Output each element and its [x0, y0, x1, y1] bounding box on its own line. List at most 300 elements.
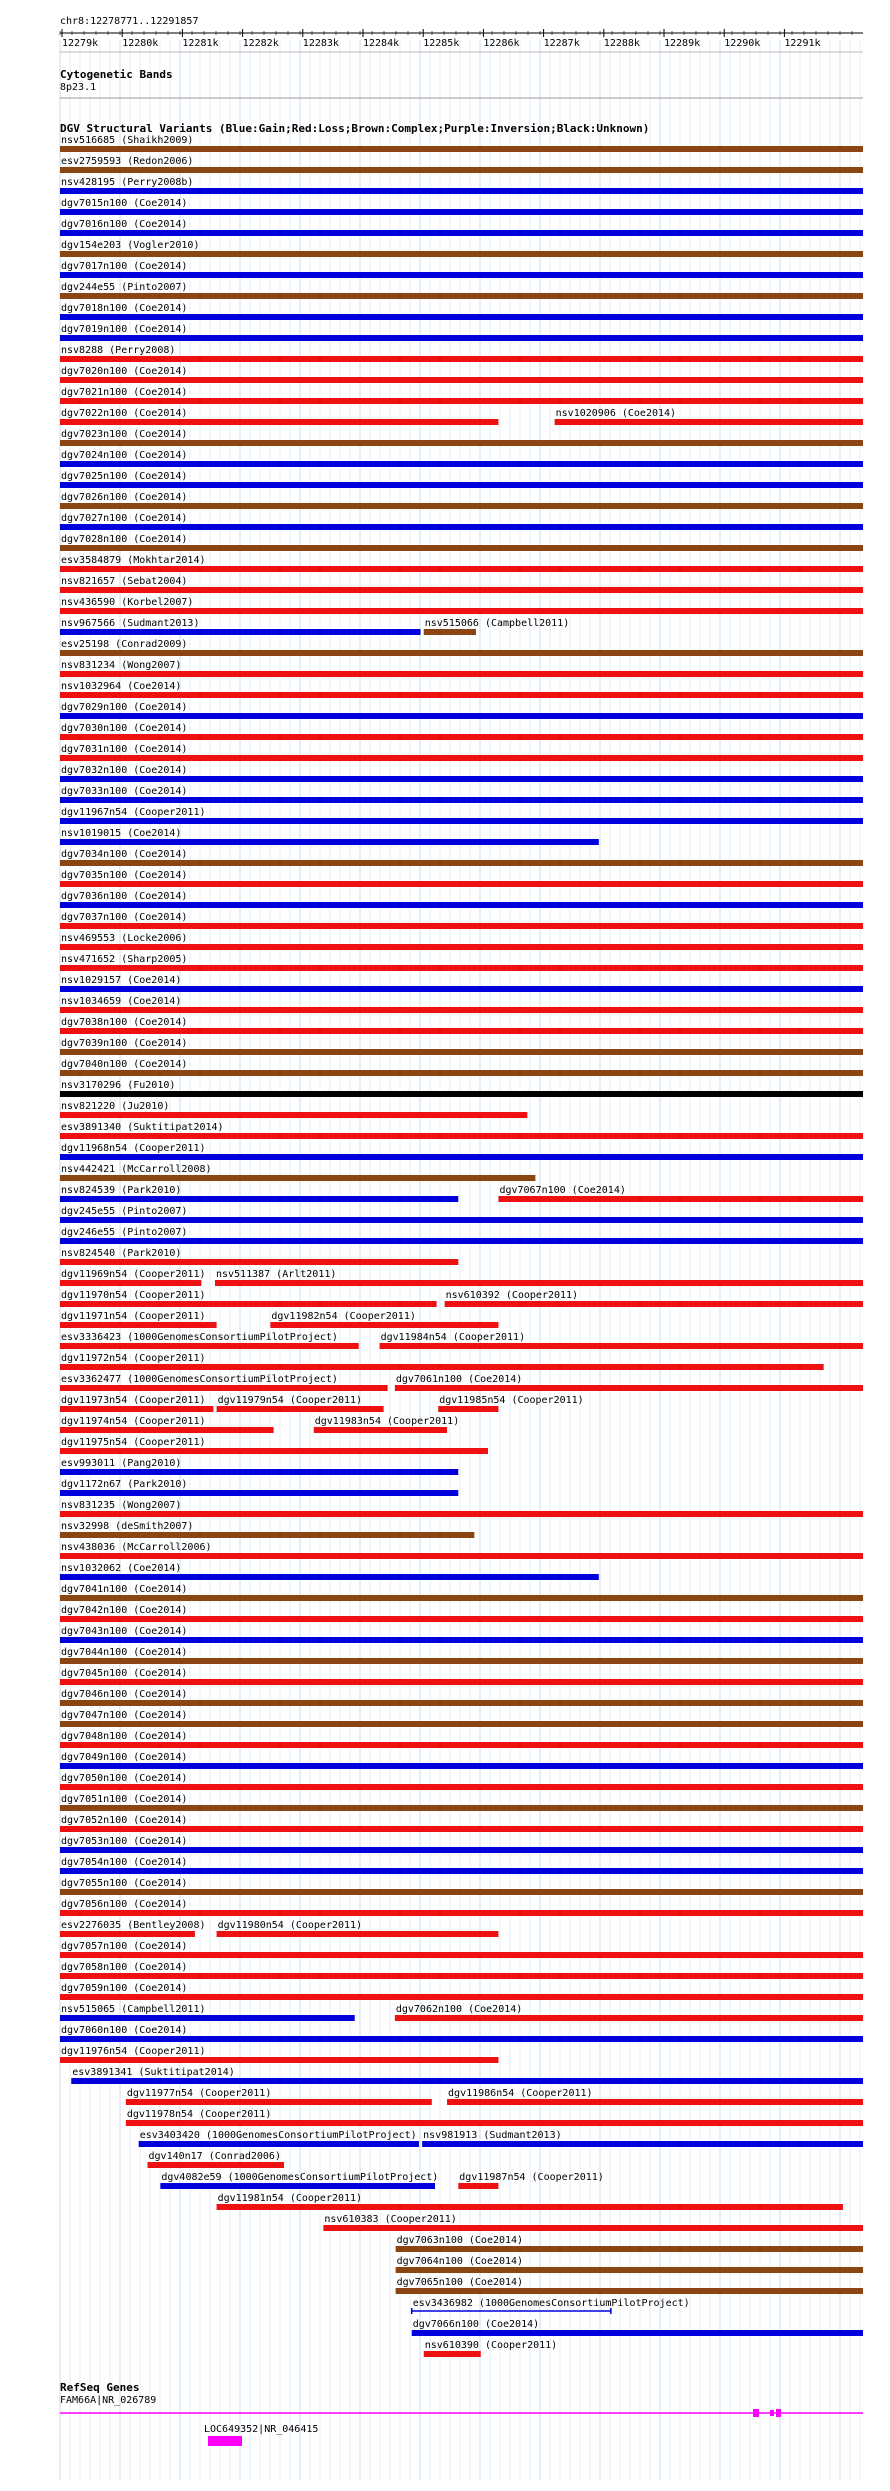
dgv-feature-bar[interactable] — [60, 797, 863, 803]
dgv-feature[interactable] — [60, 219, 863, 236]
dgv-feature-label: dgv7055n100 (Coe2014) — [61, 1878, 188, 1889]
dgv-feature[interactable] — [60, 1647, 863, 1664]
dgv-feature-bar[interactable] — [139, 2141, 419, 2147]
dgv-feature-bar[interactable] — [396, 2246, 863, 2252]
dgv-feature[interactable] — [60, 2046, 498, 2063]
dgv-feature[interactable] — [60, 1500, 863, 1517]
dgv-feature[interactable] — [60, 1857, 863, 1874]
dgv-feature-label: dgv7049n100 (Coe2014) — [61, 1752, 188, 1763]
dgv-feature[interactable] — [60, 1269, 206, 1286]
dgv-feature-bar[interactable] — [217, 2204, 843, 2210]
dgv-feature-bar[interactable] — [60, 440, 863, 446]
dgv-feature[interactable] — [412, 2319, 863, 2336]
dgv-feature-bar[interactable] — [60, 1133, 863, 1139]
dgv-feature[interactable] — [60, 954, 863, 971]
gene-exon[interactable] — [770, 2410, 774, 2416]
dgv-feature[interactable] — [396, 2256, 863, 2273]
dgv-feature[interactable] — [60, 198, 863, 215]
dgv-feature-label: dgv7046n100 (Coe2014) — [61, 1689, 188, 1700]
dgv-feature-label: dgv246e55 (Pinto2007) — [61, 1227, 188, 1238]
dgv-feature-bar[interactable] — [60, 230, 863, 236]
dgv-feature[interactable] — [60, 261, 863, 278]
dgv-feature-bar[interactable] — [555, 419, 863, 425]
dgv-feature[interactable] — [60, 1101, 527, 1118]
dgv-feature-bar[interactable] — [422, 2141, 863, 2147]
dgv-feature[interactable] — [314, 1416, 460, 1433]
dgv-feature[interactable] — [160, 2172, 438, 2189]
dgv-feature[interactable] — [139, 2130, 419, 2147]
dgv-feature-bar[interactable] — [498, 1196, 863, 1202]
dgv-feature-bar[interactable] — [60, 1448, 488, 1454]
dgv-feature[interactable] — [60, 1815, 863, 1832]
gene-loc649352[interactable] — [208, 2436, 242, 2446]
dgv-feature[interactable] — [60, 933, 863, 950]
dgv-feature-bar[interactable] — [71, 2078, 863, 2084]
dgv-feature-bar[interactable] — [60, 608, 863, 614]
dgv-feature-bar[interactable] — [60, 314, 863, 320]
dgv-feature[interactable] — [60, 1605, 863, 1622]
dgv-feature-bar[interactable] — [60, 188, 863, 194]
dgv-feature-bar[interactable] — [314, 1427, 447, 1433]
dgv-feature[interactable] — [60, 303, 863, 320]
dgv-feature[interactable] — [458, 2172, 603, 2189]
dgv-feature-bar[interactable] — [270, 1322, 498, 1328]
dgv-feature-bar[interactable] — [60, 1973, 863, 1979]
dgv-feature[interactable] — [323, 2214, 863, 2231]
dgv-feature[interactable] — [60, 1794, 863, 1811]
dgv-feature[interactable] — [60, 282, 863, 299]
dgv-feature[interactable] — [60, 681, 863, 698]
dgv-feature-label: dgv7053n100 (Coe2014) — [61, 1836, 188, 1847]
dgv-feature-label: dgv11976n54 (Cooper2011) — [61, 2046, 206, 2057]
dgv-feature-bar[interactable] — [60, 524, 863, 530]
dgv-feature-bar[interactable] — [60, 272, 863, 278]
dgv-feature-bar[interactable] — [126, 2120, 863, 2126]
dgv-feature-bar[interactable] — [60, 1910, 863, 1916]
dgv-feature-bar[interactable] — [60, 1889, 863, 1895]
dgv-feature-label: dgv154e203 (Vogler2010) — [61, 240, 200, 251]
dgv-feature[interactable] — [60, 1458, 458, 1475]
dgv-feature[interactable] — [60, 534, 863, 551]
ruler-tick-label: 12284k — [363, 38, 400, 49]
dgv-feature-bar[interactable] — [60, 335, 863, 341]
dgv-feature[interactable] — [60, 660, 863, 677]
dgv-feature[interactable] — [60, 807, 863, 824]
dgv-feature-bar[interactable] — [217, 1931, 499, 1937]
dgv-feature[interactable] — [60, 1353, 824, 1370]
dgv-feature[interactable] — [60, 1248, 458, 1265]
dgv-feature[interactable] — [60, 555, 863, 572]
dgv-feature-bar[interactable] — [60, 629, 421, 635]
dgv-feature-bar[interactable] — [438, 1406, 498, 1412]
dgv-feature-label: nsv610392 (Cooper2011) — [445, 1290, 579, 1301]
dgv-feature[interactable] — [60, 1983, 863, 2000]
dgv-feature-bar[interactable] — [60, 1700, 863, 1706]
dgv-feature[interactable] — [555, 408, 863, 425]
dgv-feature[interactable] — [60, 1332, 359, 1349]
dgv-feature-bar[interactable] — [60, 1322, 217, 1328]
dgv-feature[interactable] — [60, 1710, 863, 1727]
dgv-feature-label: dgv11981n54 (Cooper2011) — [217, 2193, 363, 2204]
dgv-feature[interactable] — [60, 240, 863, 257]
dgv-feature-label: dgv7023n100 (Coe2014) — [61, 429, 188, 440]
dgv-feature-bar[interactable] — [60, 1196, 458, 1202]
dgv-feature-label: dgv11982n54 (Cooper2011) — [271, 1311, 416, 1322]
dgv-feature[interactable] — [60, 513, 863, 530]
dgv-feature-bar[interactable] — [60, 482, 863, 488]
dgv-feature-bar[interactable] — [60, 1238, 863, 1244]
dgv-feature-bar[interactable] — [60, 1868, 863, 1874]
dgv-feature[interactable] — [60, 1143, 863, 1160]
dgv-feature[interactable] — [60, 366, 863, 383]
dgv-feature-bar[interactable] — [60, 167, 863, 173]
dgv-feature-bar[interactable] — [60, 1049, 863, 1055]
dgv-feature[interactable] — [60, 975, 863, 992]
dgv-feature[interactable] — [217, 1920, 499, 1937]
dgv-feature-bar[interactable] — [424, 629, 476, 635]
dgv-feature-label: dgv7037n100 (Coe2014) — [61, 912, 188, 923]
dgv-feature-bar[interactable] — [60, 1826, 863, 1832]
dgv-feature[interactable] — [60, 1584, 863, 1601]
dgv-feature[interactable] — [60, 1731, 863, 1748]
dgv-feature-label: nsv1034659 (Coe2014) — [61, 996, 182, 1007]
dgv-feature[interactable] — [60, 471, 863, 488]
dgv-feature-bar[interactable] — [60, 1259, 458, 1265]
dgv-feature-label: dgv7066n100 (Coe2014) — [412, 2319, 540, 2330]
dgv-feature[interactable] — [60, 1122, 863, 1139]
dgv-feature-label: esv3362477 (1000GenomesConsortiumPilotProject) — [61, 1374, 338, 1385]
dgv-feature-label: dgv11972n54 (Cooper2011) — [61, 1353, 206, 1364]
dgv-feature-bar[interactable] — [126, 2099, 432, 2105]
dgv-feature-label: dgv7033n100 (Coe2014) — [61, 786, 188, 797]
dgv-feature[interactable] — [126, 2109, 863, 2126]
dgv-feature-bar[interactable] — [60, 209, 863, 215]
dgv-feature-bar[interactable] — [60, 1994, 863, 2000]
dgv-feature[interactable] — [396, 2277, 863, 2294]
dgv-feature[interactable] — [60, 1038, 863, 1055]
dgv-feature-label: dgv7032n100 (Coe2014) — [61, 765, 188, 776]
dgv-feature[interactable] — [60, 1164, 535, 1181]
dgv-feature-bar[interactable] — [60, 1805, 863, 1811]
dgv-feature-bar[interactable] — [60, 1742, 863, 1748]
dgv-feature-bar[interactable] — [60, 1364, 824, 1370]
dgv-feature[interactable] — [60, 723, 863, 740]
dgv-feature-bar[interactable] — [60, 1595, 863, 1601]
ruler-tick-label: 12280k — [122, 38, 159, 49]
dgv-feature[interactable] — [498, 1185, 863, 1202]
dgv-feature-label: dgv7018n100 (Coe2014) — [61, 303, 188, 314]
dgv-feature[interactable] — [60, 1017, 863, 1034]
dgv-feature-bar[interactable] — [60, 734, 863, 740]
dgv-feature-bar[interactable] — [60, 755, 863, 761]
dgv-feature-bar[interactable] — [60, 545, 863, 551]
dgv-feature-bar[interactable] — [60, 965, 863, 971]
dgv-feature[interactable] — [60, 387, 863, 404]
dgv-feature[interactable] — [60, 702, 863, 719]
dgv-feature-bar[interactable] — [396, 2267, 863, 2273]
dgv-feature[interactable] — [60, 429, 863, 446]
dgv-feature[interactable] — [60, 1395, 213, 1412]
dgv-feature-bar[interactable] — [60, 944, 863, 950]
dgv-feature[interactable] — [60, 765, 863, 782]
region-label: chr8:12278771..12291857 — [60, 16, 199, 27]
dgv-feature-bar[interactable] — [396, 2288, 863, 2294]
dgv-feature-bar[interactable] — [60, 671, 863, 677]
dgv-feature-bar[interactable] — [160, 2183, 435, 2189]
dgv-feature-bar[interactable] — [60, 503, 863, 509]
dgv-feature[interactable] — [148, 2151, 285, 2168]
dgv-feature[interactable] — [60, 912, 863, 929]
dgv-feature[interactable] — [60, 639, 863, 656]
gene-label-fam66a[interactable]: FAM66A|NR_026789 — [60, 2395, 157, 2406]
dgv-feature[interactable] — [60, 1416, 274, 1433]
dgv-feature-bar[interactable] — [60, 818, 863, 824]
dgv-feature[interactable] — [60, 786, 863, 803]
ruler-tick-label: 12282k — [242, 38, 279, 49]
dgv-feature[interactable] — [60, 1878, 863, 1895]
dgv-feature-bar[interactable] — [60, 587, 863, 593]
dgv-feature[interactable] — [60, 2025, 863, 2042]
dgv-feature-label: nsv8288 (Perry2008) — [61, 345, 176, 356]
dgv-feature[interactable] — [395, 2004, 863, 2021]
ruler-tick-label: 12289k — [664, 38, 701, 49]
dgv-feature-bar[interactable] — [60, 1469, 458, 1475]
dgv-feature-bar[interactable] — [60, 881, 863, 887]
dgv-feature-label: nsv442421 (McCarroll2008) — [61, 1164, 212, 1175]
dgv-feature-label: nsv471652 (Sharp2005) — [61, 954, 188, 965]
dgv-feature[interactable] — [215, 1269, 863, 1286]
dgv-feature-label: esv3891340 (Suktitipat2014) — [61, 1122, 224, 1133]
dgv-feature[interactable] — [60, 828, 599, 845]
dgv-feature[interactable] — [447, 2088, 863, 2105]
dgv-feature[interactable] — [60, 1227, 863, 1244]
dgv-feature-bar[interactable] — [60, 1406, 213, 1412]
refseq-title: RefSeq Genes — [60, 2381, 140, 2394]
dgv-feature[interactable] — [60, 1626, 863, 1643]
dgv-feature-bar[interactable] — [60, 902, 863, 908]
dgv-feature-bar[interactable] — [60, 377, 863, 383]
dgv-feature-bar[interactable] — [445, 1301, 863, 1307]
dgv-feature-bar[interactable] — [60, 1007, 863, 1013]
dgv-feature-bar[interactable] — [60, 1385, 388, 1391]
dgv-feature[interactable] — [60, 492, 863, 509]
dgv-feature-bar[interactable] — [60, 860, 863, 866]
cytoband-title: Cytogenetic Bands — [60, 68, 173, 81]
dgv-feature[interactable] — [60, 1962, 863, 1979]
dgv-feature[interactable] — [424, 618, 570, 635]
dgv-feature-bar[interactable] — [380, 1343, 863, 1349]
dgv-feature-label: dgv7019n100 (Coe2014) — [61, 324, 188, 335]
dgv-feature-bar[interactable] — [148, 2162, 285, 2168]
dgv-feature-bar[interactable] — [60, 1679, 863, 1685]
dgv-feature[interactable] — [60, 1773, 863, 1790]
dgv-feature-bar[interactable] — [323, 2225, 863, 2231]
dgv-feature-bar[interactable] — [60, 1490, 458, 1496]
dgv-feature-label: dgv11983n54 (Cooper2011) — [314, 1416, 460, 1427]
dgv-feature-bar[interactable] — [60, 692, 863, 698]
dgv-feature-bar[interactable] — [395, 2015, 863, 2021]
dgv-feature-bar[interactable] — [424, 2351, 481, 2357]
dgv-feature-bar[interactable] — [60, 839, 599, 845]
dgv-feature[interactable] — [412, 2298, 690, 2314]
dgv-feature-bar[interactable] — [60, 1028, 863, 1034]
dgv-feature[interactable] — [60, 1311, 217, 1328]
dgv-feature-bar[interactable] — [412, 2330, 863, 2336]
dgv-feature-bar[interactable] — [60, 1154, 863, 1160]
dgv-feature[interactable] — [60, 1374, 388, 1391]
dgv-feature-bar[interactable] — [60, 293, 863, 299]
dgv-feature[interactable] — [60, 1563, 599, 1580]
dgv-feature-bar[interactable] — [60, 1553, 863, 1559]
dgv-feature[interactable] — [60, 597, 863, 614]
gene-exon[interactable] — [776, 2409, 781, 2417]
dgv-feature-bar[interactable] — [60, 2057, 498, 2063]
dgv-feature-label: dgv11973n54 (Cooper2011) — [61, 1395, 206, 1406]
dgv-feature-bar[interactable] — [60, 776, 863, 782]
ruler-tick-label: 12290k — [724, 38, 761, 49]
dgv-feature[interactable] — [60, 870, 863, 887]
dgv-feature-label: esv3436982 (1000GenomesConsortiumPilotProject) — [412, 2298, 690, 2309]
dgv-feature-bar[interactable] — [60, 1070, 863, 1076]
dgv-feature[interactable] — [60, 450, 863, 467]
dgv-feature[interactable] — [60, 1479, 458, 1496]
dgv-feature-bar[interactable] — [60, 146, 863, 152]
dgv-feature-bar[interactable] — [60, 650, 863, 656]
dgv-feature[interactable] — [60, 1689, 863, 1706]
dgv-feature[interactable] — [60, 1920, 206, 1937]
dgv-feature[interactable] — [60, 744, 863, 761]
dgv-feature[interactable] — [60, 1752, 863, 1769]
dgv-feature-bar[interactable] — [60, 1511, 863, 1517]
dgv-feature[interactable] — [60, 996, 863, 1013]
dgv-feature-bar[interactable] — [60, 251, 863, 257]
dgv-feature-bar[interactable] — [60, 713, 863, 719]
dgv-feature[interactable] — [60, 1185, 458, 1202]
dgv-feature-bar[interactable] — [60, 1637, 863, 1643]
dgv-feature-label: dgv7035n100 (Coe2014) — [61, 870, 188, 881]
dgv-feature-label: dgv7021n100 (Coe2014) — [61, 387, 188, 398]
dgv-feature-label: nsv821657 (Sebat2004) — [61, 576, 188, 587]
dgv-feature-bar[interactable] — [60, 1427, 274, 1433]
dgv-feature-bar[interactable] — [60, 1616, 863, 1622]
dgv-feature-bar[interactable] — [60, 1112, 527, 1118]
dgv-feature-bar[interactable] — [60, 923, 863, 929]
dgv-feature[interactable] — [60, 1668, 863, 1685]
dgv-feature-bar[interactable] — [60, 1574, 599, 1580]
dgv-feature[interactable] — [126, 2088, 432, 2105]
dgv-feature-bar[interactable] — [60, 2015, 355, 2021]
dgv-feature-bar[interactable] — [60, 1763, 863, 1769]
dgv-feature[interactable] — [60, 1941, 863, 1958]
dgv-feature-bar[interactable] — [60, 461, 863, 467]
dgv-feature[interactable] — [396, 2235, 863, 2252]
dgv-feature-label: dgv7020n100 (Coe2014) — [61, 366, 188, 377]
dgv-feature[interactable] — [60, 1059, 863, 1076]
dgv-feature[interactable] — [60, 324, 863, 341]
dgv-feature-bar[interactable] — [60, 566, 863, 572]
dgv-feature[interactable] — [60, 156, 863, 173]
dgv-feature-label: dgv7015n100 (Coe2014) — [61, 198, 188, 209]
dgv-feature-bar[interactable] — [60, 1280, 201, 1286]
dgv-feature-bar[interactable] — [60, 1217, 863, 1223]
dgv-feature[interactable] — [438, 1395, 584, 1412]
dgv-feature-label: nsv610383 (Cooper2011) — [324, 2214, 457, 2225]
dgv-feature[interactable] — [60, 849, 863, 866]
gene-exon[interactable] — [753, 2409, 759, 2417]
dgv-feature-bar[interactable] — [60, 1721, 863, 1727]
dgv-feature[interactable] — [60, 1206, 863, 1223]
dgv-feature-bar[interactable] — [60, 1784, 863, 1790]
dgv-feature-label: dgv7059n100 (Coe2014) — [61, 1983, 188, 1994]
gene-label-loc649352[interactable]: LOC649352|NR_046415 — [204, 2424, 319, 2435]
dgv-feature-bar[interactable] — [447, 2099, 863, 2105]
dgv-feature[interactable] — [217, 1395, 384, 1412]
dgv-feature-label: dgv7044n100 (Coe2014) — [61, 1647, 188, 1658]
dgv-feature-label: dgv7036n100 (Coe2014) — [61, 891, 188, 902]
dgv-feature-bar[interactable] — [60, 398, 863, 404]
dgv-feature-label: nsv428195 (Perry2008b) — [61, 177, 194, 188]
dgv-feature[interactable] — [60, 135, 863, 152]
ruler-ticks — [60, 29, 852, 49]
dgv-feature[interactable] — [60, 1437, 488, 1454]
dgv-feature[interactable] — [422, 2130, 863, 2147]
ruler-tick-label: 12283k — [302, 38, 339, 49]
dgv-feature-bar[interactable] — [60, 356, 863, 362]
dgv-feature-bar[interactable] — [60, 1952, 863, 1958]
dgv-feature[interactable] — [60, 1899, 863, 1916]
dgv-feature-label: dgv244e55 (Pinto2007) — [61, 282, 188, 293]
ruler-tick-label: 12279k — [62, 38, 99, 49]
dgv-feature-label: nsv436590 (Korbel2007) — [61, 597, 194, 608]
dgv-feature-bar[interactable] — [60, 986, 863, 992]
dgv-feature-label: dgv7028n100 (Coe2014) — [61, 534, 188, 545]
dgv-feature-bar[interactable] — [60, 1301, 437, 1307]
dgv-feature-bar[interactable] — [395, 1385, 863, 1391]
dgv-feature[interactable] — [60, 1542, 863, 1559]
dgv-feature-bar[interactable] — [60, 1343, 359, 1349]
dgv-feature-label: nsv981913 (Sudmant2013) — [423, 2130, 562, 2141]
dgv-feature[interactable] — [395, 1374, 863, 1391]
dgv-feature-label: esv3891341 (Suktitipat2014) — [72, 2067, 235, 2078]
dgv-feature-bar[interactable] — [60, 419, 498, 425]
dgv-feature-bar[interactable] — [458, 2183, 498, 2189]
dgv-feature[interactable] — [71, 2067, 863, 2084]
dgv-feature-bar[interactable] — [60, 1532, 474, 1538]
dgv-feature[interactable] — [60, 177, 863, 194]
dgv-feature-label: dgv7027n100 (Coe2014) — [61, 513, 188, 524]
dgv-feature-label: dgv7040n100 (Coe2014) — [61, 1059, 188, 1070]
dgv-feature-label: nsv3170296 (Fu2010) — [61, 1080, 176, 1091]
dgv-feature-bar[interactable] — [60, 2036, 863, 2042]
dgv-feature-label: esv3403420 (1000GenomesConsortiumPilotProject) — [139, 2130, 417, 2141]
dgv-feature-bar[interactable] — [215, 1280, 863, 1286]
dgv-feature[interactable] — [60, 408, 498, 425]
dgv-feature-bar[interactable] — [60, 1847, 863, 1853]
dgv-feature-bar[interactable] — [60, 1658, 863, 1664]
dgv-feature-bar[interactable] — [60, 1175, 535, 1181]
dgv-feature[interactable] — [60, 1521, 474, 1538]
dgv-feature[interactable] — [60, 576, 863, 593]
dgv-feature[interactable] — [60, 891, 863, 908]
dgv-feature-bar[interactable] — [60, 1091, 863, 1097]
dgv-feature-label: nsv821220 (Ju2010) — [61, 1101, 170, 1112]
dgv-feature-bar[interactable] — [60, 1931, 195, 1937]
dgv-feature-label: nsv610390 (Cooper2011) — [424, 2340, 558, 2351]
dgv-feature-label: dgv7056n100 (Coe2014) — [61, 1899, 188, 1910]
dgv-feature-bar[interactable] — [217, 1406, 384, 1412]
dgv-feature[interactable] — [60, 1836, 863, 1853]
dgv-feature[interactable] — [270, 1311, 498, 1328]
